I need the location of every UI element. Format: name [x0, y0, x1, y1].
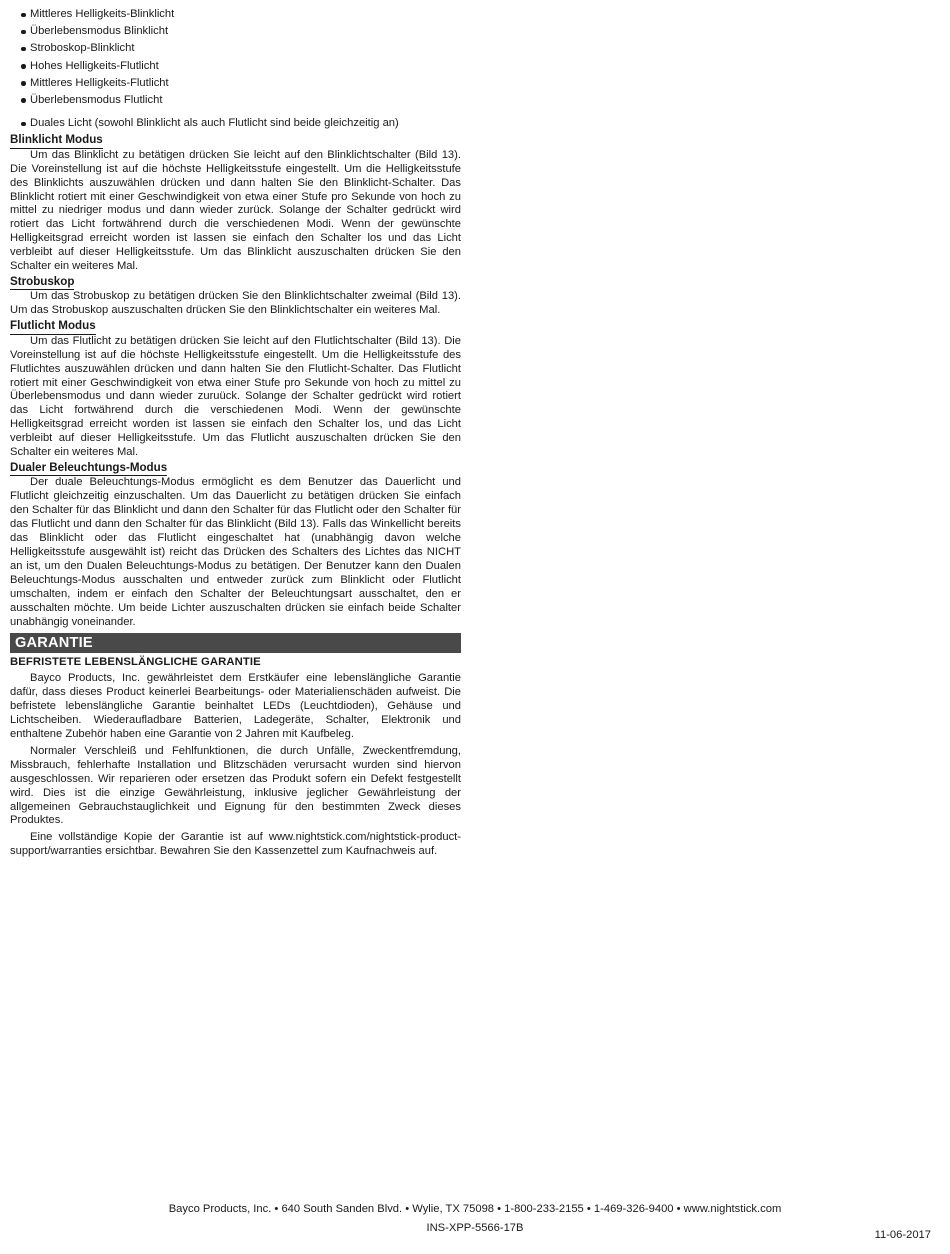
strobuskop-paragraph: Um das Strobuskop zu betätigen drücken Sie den Blinklichtschalter zweimal (Bild 13). Um das Strobuskop auszuschalten drücken Sie den Blinklichtschalter ein weiteres Mal. [10, 290, 461, 317]
list-item: Überlebensmodus Flutlicht [10, 92, 461, 109]
warranty-title-bar: GARANTIE [10, 633, 461, 653]
blinklicht-section [10, 133, 461, 149]
light-modes-list [10, 6, 461, 132]
list-item-dual-light: Duales Licht (sowohl Blinklicht als auch Flutlicht sind beide gleichzeitig an) [10, 115, 461, 132]
list-item: Überlebensmodus Blinklicht [10, 23, 461, 40]
list-item: Mittleres Helligkeits-Flutlicht [10, 75, 461, 92]
warranty-subtitle: BEFRISTETE LEBENSLÄNGLICHE GARANTIE [10, 656, 261, 669]
footer-address: Bayco Products, Inc. • 640 South Sanden Blvd. • Wylie, TX 75098 • 1-800-233-2155 • 1-469-326-9400 • www.nightstick.com [168, 1203, 782, 1215]
list-item: Mittleres Helligkeits-Blinklicht [10, 6, 461, 23]
warranty-paragraph: Bayco Products, Inc. gewährleistet dem Erstkäufer eine lebenslängliche Garantie dafür, dass dieses Product keinerlei Bearbeitungs- oder Materialienschäden aufweist. Die befristete lebenslängliche Garantie beinhaltet LEDs (Leuchtdioden), Gehäuse und Lichtscheiben. Wiederaufladbare Batterien, Ladegeräte, Schalter, Elektronik und enthaltene Zubehör haben eine Garantie von 2 Jahren mit Kaufbeleg. [10, 672, 461, 741]
dual-section [10, 461, 461, 477]
list-item: Stroboskop-Blinklicht [10, 40, 461, 57]
strobuskop-section [10, 275, 461, 291]
warranty-paragraph: Normaler Verschleiß und Fehlfunktionen, die durch Unfälle, Zweckentfremdung, Missbrauch, fehlerhafte Installation und Blitzschäden verursacht wurden sind hiervon ausgeschlossen. Wir reparieren oder ersetzen das Produkt sofern ein Defekt festgestellt wird. Dies ist die einzige Gewährleistung, inklusive jeglicher Gewährleistung der allgemeinen Gebrauchstauglichkeit und Eignung für den bestimmten Zweck dieses Produktes. [10, 744, 461, 827]
strobuskop-heading: Strobuskop [10, 275, 74, 291]
flutlicht-paragraph: Um das Flutlicht zu betätigen drücken Sie leicht auf den Flutlichtschalter (Bild 13). Die Voreinstellung ist auf die höchste Helligkeitsstufe eingestellt. Um die Helligkeitsstufe des Flutlichtes auszuwählen drücken und dann halten Sie den Flutlicht-Schalter. Das Flutlicht rotiert mit einer Geschwindigkeit von etwa einer Stufe pro Sekunde von hoch zu mittel zu Überlebensmodus und dann wieder zuruück. Solange der Schalter gedrückt wird rotiert das Licht fortwährend durch die verschiedenen Modi. Wenn der gewünschte Helligkeitsgrad erreicht worden ist lassen sie einfach den Schalter los, und das Licht verbleibt auf dieser Helligkeitsstufe. Um das Flutlicht auszuschalten drücken Sie den Schalter ein weiteres Mal. [10, 334, 461, 459]
flutlicht-section [10, 319, 461, 335]
dual-paragraph: Der duale Beleuchtungs-Modus ermöglicht es dem Benutzer das Dauerlicht und Flutlicht gleichzeitig einzuschalten. Um das Dauerlicht zu betätigen drücken Sie einfach den Schalter für das Blinklicht und dann den Schalter für das Flutlicht oder den Schalter für das Flutlicht und dann den Schalter für das Blinklicht (Bild 13). Falls das Winkellicht bereits das Blinklicht oder das Flutlicht eingeschaltet hat (unabhängig davon welche Helligkeitsstufe ausgewählt ist) reicht das Drücken des Schalters des Lichtes das NICHT an ist, um den Dualen Beleuchtungs-Modus zu betätigen. Der Benutzer kann den Dualen Beleuchtungs-Modus ausschalten und entweder zurück zum Blinklicht oder Flutlicht umschalten, indem er einfach den Schalter der Beleuchtungsart ausschaltet, den er ausschalten möchte. Um beide Lichter auszuschalten drücken sie einfach beide Schalter unabhängig voneinander. [10, 476, 461, 628]
blinklicht-paragraph: Um das Blinklicht zu betätigen drücken Sie leicht auf den Blinklichtschalter (Bild 13). Die Voreinstellung ist auf die höchste Helligkeitsstufe eingestellt. Um die Helligkeitsstufe des Blinklichts auszuwählen drücken und dann halten Sie den Blinklicht-Schalter. Das Blinklicht rotiert mit einer Geschwindigkeit von etwa einer Stufe pro Sekunde von hoch zu mittel zu niedriger modus und dann wieder zurück. Solange der Schalter gedrückt wird rotiert das Licht fortwährend durch die verschiedenen Modi. Wenn der gewünschte Helligkeitsgrad erreicht worden ist lassen sie einfach den Schalter los und das Licht verbleibt auf dieser Helligkeitsstufe. Um das Blinklicht auszuschalten drücken Sie den Schalter ein weiteres Mal. [10, 148, 461, 273]
dual-heading: Dualer Beleuchtungs-Modus [10, 461, 167, 477]
blinklicht-heading: Blinklicht Modus [10, 133, 103, 149]
list-item: Hohes Helligkeits-Flutlicht [10, 58, 461, 75]
flutlicht-heading: Flutlicht Modus [10, 319, 96, 335]
document-code: INS-XPP-5566-17B [426, 1222, 524, 1234]
document-date: 11-06-2017 [874, 1229, 931, 1241]
main-column [10, 6, 461, 862]
warranty-paragraph: Eine vollständige Kopie der Garantie ist auf www.nightstick.com/nightstick-product-support/warranties ersichtbar. Bewahren Sie den Kassenzettel zum Kaufnachweis auf. [10, 831, 461, 858]
